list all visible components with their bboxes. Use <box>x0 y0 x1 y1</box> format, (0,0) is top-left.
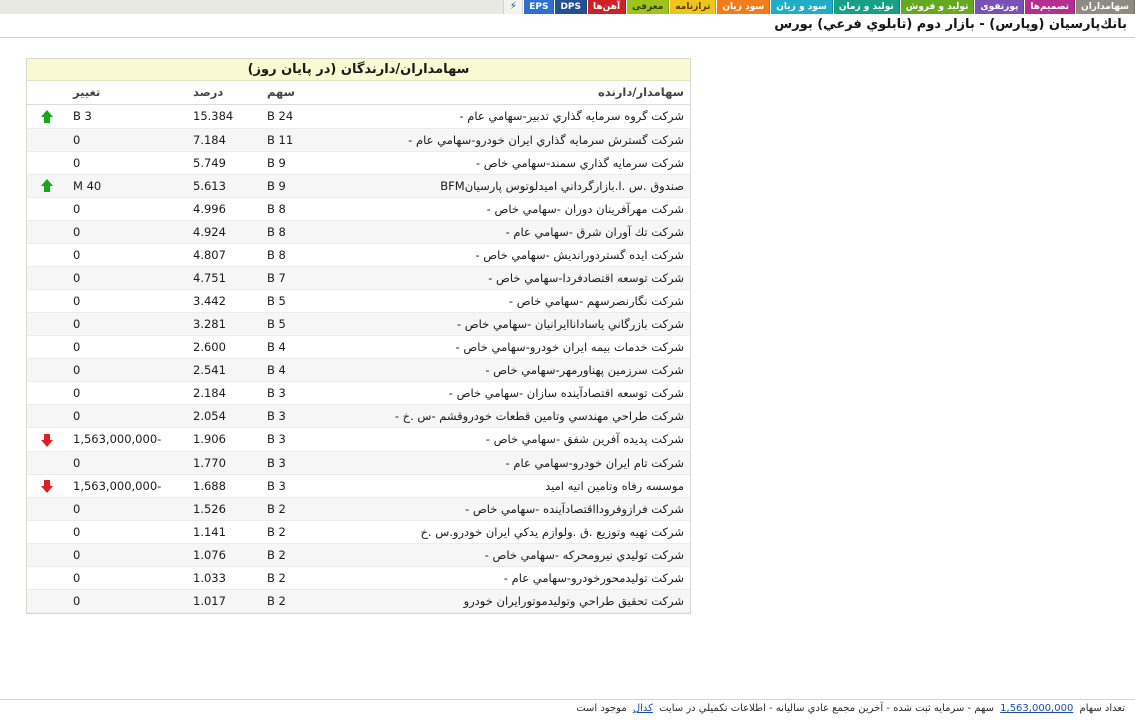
cell-share-percent: 4.924 <box>187 221 261 244</box>
footer-note <box>0 700 1135 714</box>
cell-shareholder-name: شركت فرازوفرودااقتصادآينده -سهامي خاص - <box>347 498 690 521</box>
cell-share-count: 8 B <box>261 244 347 267</box>
tab-decisions[interactable]: تصمیم‌ها <box>1024 0 1075 14</box>
tab-dps[interactable]: DPS <box>554 0 587 14</box>
tab-strip-filler <box>0 0 503 14</box>
no-change-indicator <box>27 128 67 151</box>
cell-share-count: 2 B <box>261 521 347 544</box>
cell-change: 0 <box>67 544 187 567</box>
table-row[interactable] <box>27 382 690 405</box>
cell-change: 0 <box>67 198 187 221</box>
cell-change: 0 <box>67 336 187 359</box>
tab-production-time[interactable]: تولید و زمان <box>833 0 900 14</box>
cell-share-percent: 2.054 <box>187 405 261 428</box>
cell-share-count: 3 B <box>261 474 347 498</box>
cell-shareholder-name: شركت ايده گستردورانديش -سهامي خاص - <box>347 244 690 267</box>
cell-change: 0 <box>67 498 187 521</box>
page-title: بانك‌پارسيان (وپارس) - بازار دوم (تابلوي فرعي) بورس <box>774 17 1127 32</box>
cell-shareholder-name: صندوق .س .ا.بازارگرداني اميدلوتوس پارسيانBFM <box>347 174 690 198</box>
cell-change: 0 <box>67 128 187 151</box>
table-row[interactable] <box>27 221 690 244</box>
arrow-down-icon <box>27 474 67 498</box>
column-header-name: سهامدار/دارنده <box>347 81 690 105</box>
no-change-indicator <box>27 567 67 590</box>
cell-share-percent: 2.541 <box>187 359 261 382</box>
cell-share-percent: 3.281 <box>187 313 261 336</box>
cell-share-percent: 1.770 <box>187 451 261 474</box>
cell-share-percent: 3.442 <box>187 290 261 313</box>
cell-change: 0 <box>67 244 187 267</box>
no-change-indicator <box>27 313 67 336</box>
column-header-percent: درصد <box>187 81 261 105</box>
shareholders-table <box>27 81 690 613</box>
cell-shareholder-name: شركت تك آوران شرق -سهامي عام - <box>347 221 690 244</box>
cell-shareholder-name: موسسه رفاه وتامين اتيه اميد <box>347 474 690 498</box>
column-header-direction <box>27 81 67 105</box>
tab-ratios[interactable]: آهن‌ها <box>587 0 626 14</box>
no-change-indicator <box>27 498 67 521</box>
lightning-icon[interactable]: ⚡ <box>503 0 523 14</box>
cell-share-count: 8 B <box>261 198 347 221</box>
cell-share-percent: 1.033 <box>187 567 261 590</box>
table-row[interactable] <box>27 544 690 567</box>
cell-change: 0 <box>67 382 187 405</box>
cell-share-percent: 2.600 <box>187 336 261 359</box>
cell-change: 40 M <box>67 174 187 198</box>
cell-change: -1,563,000,000 <box>67 474 187 498</box>
cell-change: 0 <box>67 451 187 474</box>
footer-link-codal[interactable]: كدال <box>632 703 653 714</box>
footer-text-mid: سهم - سرمايه ثبت شده - آخرين مجمع عادي ساليانه - اطلاعات تكميلي در سايت <box>655 703 998 714</box>
cell-share-percent: 5.613 <box>187 174 261 198</box>
table-row[interactable] <box>27 567 690 590</box>
cell-share-count: 8 B <box>261 221 347 244</box>
no-change-indicator <box>27 244 67 267</box>
tab-balance-sheet[interactable]: ترازنامه <box>669 0 716 14</box>
panel-title: سهامداران/دارندگان (در پايان روز) <box>27 59 690 81</box>
no-change-indicator <box>27 290 67 313</box>
tab-profit-loss[interactable]: سود و زیان <box>770 0 833 14</box>
table-row[interactable] <box>27 428 690 452</box>
cell-share-count: 24 B <box>261 105 347 129</box>
no-change-indicator <box>27 198 67 221</box>
cell-share-count: 4 B <box>261 336 347 359</box>
cell-change: 0 <box>67 221 187 244</box>
cell-shareholder-name: شركت توليدي نيرومحركه -سهامي خاص - <box>347 544 690 567</box>
cell-shareholder-name: شركت تهيه وتوزيع .ق .ولوازم يدكي ايران خودرو.س .خ <box>347 521 690 544</box>
table-row[interactable] <box>27 105 690 129</box>
table-row[interactable] <box>27 359 690 382</box>
no-change-indicator <box>27 544 67 567</box>
arrow-up-icon <box>27 105 67 129</box>
no-change-indicator <box>27 221 67 244</box>
cell-shareholder-name: شركت گسترش سرمايه گذاري ايران خودرو-سهامي عام - <box>347 128 690 151</box>
cell-share-percent: 1.141 <box>187 521 261 544</box>
cell-share-count: 9 B <box>261 151 347 174</box>
cell-change: 0 <box>67 267 187 290</box>
cell-shareholder-name: شركت نگارنصرسهم -سهامي خاص - <box>347 290 690 313</box>
cell-share-percent: 1.017 <box>187 590 261 613</box>
table-row[interactable] <box>27 313 690 336</box>
table-row[interactable] <box>27 128 690 151</box>
no-change-indicator <box>27 267 67 290</box>
cell-share-percent: 7.184 <box>187 128 261 151</box>
table-row[interactable] <box>27 590 690 613</box>
cell-change: 0 <box>67 521 187 544</box>
cell-shareholder-name: شركت بازرگاني ياساداناايرانيان -سهامي خاص - <box>347 313 690 336</box>
footer-link-shares[interactable]: 1,563,000,000 <box>1000 703 1074 714</box>
table-row[interactable] <box>27 405 690 428</box>
cell-share-percent: 1.526 <box>187 498 261 521</box>
footer-bar <box>0 699 1135 720</box>
table-row[interactable] <box>27 451 690 474</box>
cell-share-count: 5 B <box>261 290 347 313</box>
footer-text-end: موجود است <box>576 703 630 714</box>
tab-portfolio[interactable]: پورتفوی <box>974 0 1024 14</box>
no-change-indicator <box>27 336 67 359</box>
cell-share-percent: 1.688 <box>187 474 261 498</box>
cell-shareholder-name: شركت گروه سرمايه گذاري تدبير-سهامي عام - <box>347 105 690 129</box>
arrow-down-icon <box>27 428 67 452</box>
no-change-indicator <box>27 382 67 405</box>
cell-shareholder-name: شركت مهرآفرينان دوران -سهامي خاص - <box>347 198 690 221</box>
cell-shareholder-name: شركت سرزمين پهناورمهر-سهامي خاص - <box>347 359 690 382</box>
cell-change: 0 <box>67 405 187 428</box>
tab-shareholders[interactable]: سهامداران <box>1075 0 1135 14</box>
page-header <box>0 14 1135 38</box>
cell-share-count: 9 B <box>261 174 347 198</box>
module-tab-strip[interactable] <box>0 0 1135 14</box>
cell-share-count: 3 B <box>261 451 347 474</box>
cell-share-count: 3 B <box>261 405 347 428</box>
cell-share-percent: 4.751 <box>187 267 261 290</box>
table-header <box>27 81 690 105</box>
cell-share-count: 5 B <box>261 313 347 336</box>
cell-share-count: 2 B <box>261 567 347 590</box>
cell-share-percent: 4.996 <box>187 198 261 221</box>
cell-shareholder-name: شركت توسعه اقتصادآينده سازان -سهامي خاص - <box>347 382 690 405</box>
arrow-down-glyph <box>41 433 54 447</box>
arrow-down-glyph <box>41 479 54 493</box>
cell-shareholder-name: شركت توسعه اقتصادفردا-سهامي خاص - <box>347 267 690 290</box>
cell-share-count: 2 B <box>261 544 347 567</box>
cell-change: 0 <box>67 359 187 382</box>
column-header-change: تغییر <box>67 81 187 105</box>
cell-share-percent: 1.076 <box>187 544 261 567</box>
table-body <box>27 105 690 613</box>
cell-share-count: 7 B <box>261 267 347 290</box>
tab-production-sales[interactable]: تولید و فروش <box>900 0 975 14</box>
cell-shareholder-name: شركت سرمايه گذاري سمند-سهامي خاص - <box>347 151 690 174</box>
table-row[interactable] <box>27 336 690 359</box>
cell-change: 3 B <box>67 105 187 129</box>
cell-change: 0 <box>67 590 187 613</box>
cell-shareholder-name: شركت توليدمحورخودرو-سهامي عام - <box>347 567 690 590</box>
cell-share-count: 2 B <box>261 498 347 521</box>
no-change-indicator <box>27 521 67 544</box>
tab-intro[interactable]: معرفی <box>626 0 669 14</box>
table-row[interactable] <box>27 151 690 174</box>
cell-shareholder-name: شركت خدمات بيمه ايران خودرو-سهامي خاص - <box>347 336 690 359</box>
cell-shareholder-name: شركت تام ايران خودرو-سهامي عام - <box>347 451 690 474</box>
table-row[interactable] <box>27 474 690 498</box>
cell-change: -1,563,000,000 <box>67 428 187 452</box>
table-row[interactable] <box>27 498 690 521</box>
cell-change: 0 <box>67 290 187 313</box>
no-change-indicator <box>27 151 67 174</box>
cell-share-percent: 2.184 <box>187 382 261 405</box>
cell-change: 0 <box>67 313 187 336</box>
shareholders-panel <box>26 58 691 614</box>
table-row[interactable] <box>27 198 690 221</box>
cell-change: 0 <box>67 151 187 174</box>
table-row[interactable] <box>27 290 690 313</box>
cell-share-percent: 5.749 <box>187 151 261 174</box>
tab-profit-loss-alt[interactable]: سود زیان <box>716 0 770 14</box>
no-change-indicator <box>27 451 67 474</box>
no-change-indicator <box>27 405 67 428</box>
no-change-indicator <box>27 590 67 613</box>
cell-share-count: 11 B <box>261 128 347 151</box>
table-row[interactable] <box>27 521 690 544</box>
cell-share-percent: 1.906 <box>187 428 261 452</box>
table-row[interactable] <box>27 174 690 198</box>
footer-text-start: تعداد سهام <box>1076 703 1125 714</box>
no-change-indicator <box>27 359 67 382</box>
cell-share-count: 3 B <box>261 428 347 452</box>
table-row[interactable] <box>27 267 690 290</box>
arrow-up-glyph <box>41 110 54 124</box>
cell-share-percent: 15.384 <box>187 105 261 129</box>
cell-share-count: 4 B <box>261 359 347 382</box>
cell-shareholder-name: شركت طراحي مهندسي وتامين قطعات خودروقشم -س .خ - <box>347 405 690 428</box>
arrow-up-icon <box>27 174 67 198</box>
cell-share-count: 3 B <box>261 382 347 405</box>
table-row[interactable] <box>27 244 690 267</box>
cell-change: 0 <box>67 567 187 590</box>
tab-eps[interactable]: EPS <box>523 0 554 14</box>
column-header-share: سهم <box>261 81 347 105</box>
arrow-up-glyph <box>41 179 54 193</box>
cell-shareholder-name: شركت تحقيق طراحي وتوليدموتورايران خودرو <box>347 590 690 613</box>
cell-share-percent: 4.807 <box>187 244 261 267</box>
cell-share-count: 2 B <box>261 590 347 613</box>
cell-shareholder-name: شركت پديده آفرين شفق -سهامي خاص - <box>347 428 690 452</box>
